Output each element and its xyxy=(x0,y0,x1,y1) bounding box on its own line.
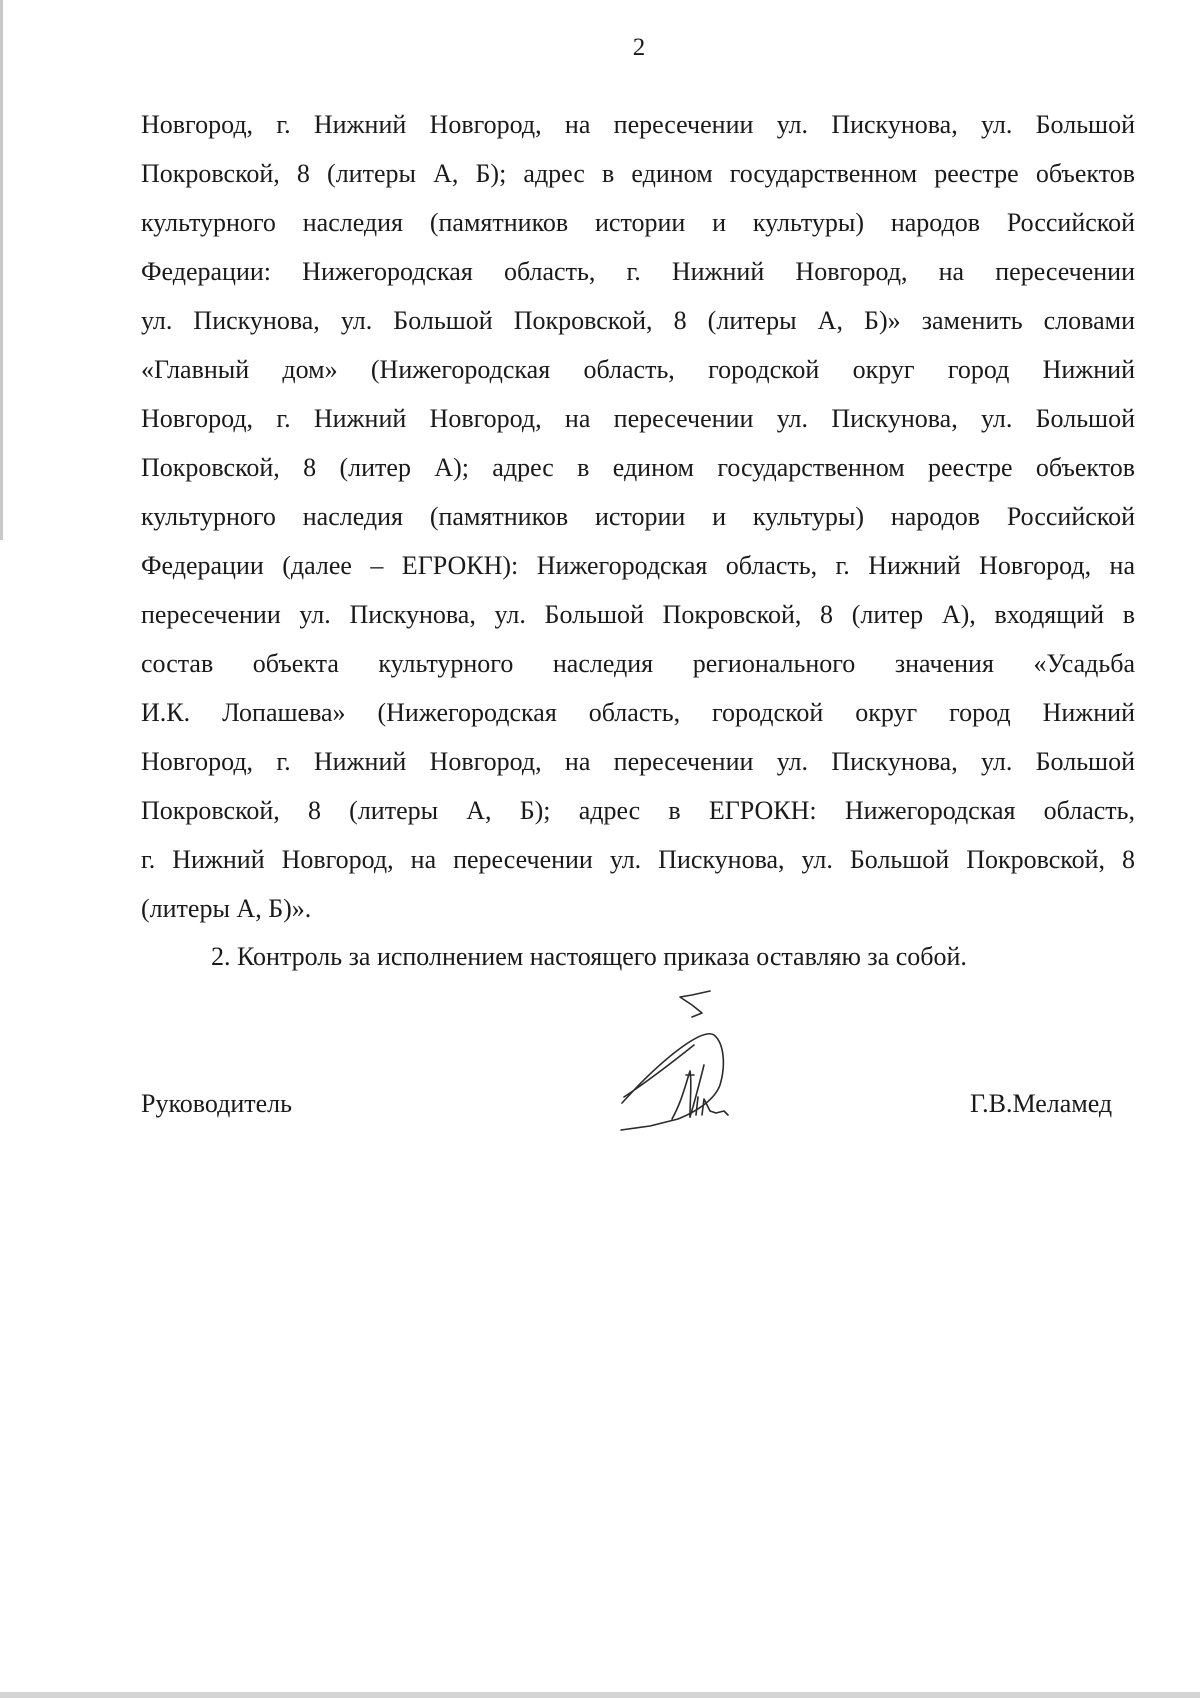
paragraph-line: И.К. Лопашева» (Нижегородская область, городской округ город Нижний xyxy=(141,698,1135,727)
paragraph-line: культурного наследия (памятников истории и культуры) народов Российской xyxy=(141,208,1135,237)
paragraph-line: Покровской, 8 (литеры А, Б); адрес в ЕГРОКН: Нижегородская область, xyxy=(141,796,1135,825)
paragraph-line: культурного наследия (памятников истории и культуры) народов Российской xyxy=(141,502,1135,531)
page-number: 2 xyxy=(632,34,646,61)
paragraph-line: Новгород, г. Нижний Новгород, на пересечении ул. Пискунова, ул. Большой xyxy=(141,110,1135,139)
paragraph-line: Федерации: Нижегородская область, г. Нижний Новгород, на пересечении xyxy=(141,257,1135,286)
paragraph-line: «Главный дом» (Нижегородская область, городской округ город Нижний xyxy=(141,355,1135,384)
paragraph-line: пересечении ул. Пискунова, ул. Большой Покровской, 8 (литер А), входящий в xyxy=(141,600,1135,629)
paragraph-line: г. Нижний Новгород, на пересечении ул. Пискунова, ул. Большой Покровской, 8 xyxy=(141,845,1135,874)
paragraph-line: Покровской, 8 (литеры А, Б); адрес в едином государственном реестре объектов xyxy=(141,159,1135,188)
handwritten-signature xyxy=(620,985,770,1135)
paragraph-line: Новгород, г. Нижний Новгород, на пересечении ул. Пискунова, ул. Большой xyxy=(141,747,1135,776)
paragraph-line: Покровской, 8 (литер А); адрес в едином государственном реестре объектов xyxy=(141,453,1135,482)
paragraph-1 xyxy=(141,100,1135,933)
paragraph-line: ул. Пискунова, ул. Большой Покровской, 8 (литеры А, Б)» заменить словами xyxy=(141,306,1135,335)
scan-edge-left xyxy=(0,0,3,540)
paragraph-line: Новгород, г. Нижний Новгород, на пересечении ул. Пискунова, ул. Большой xyxy=(141,404,1135,433)
scan-edge-bottom xyxy=(0,1692,1200,1698)
paragraph-line: состав объекта культурного наследия регионального значения «Усадьба xyxy=(141,649,1135,678)
paragraph-line: Федерации (далее – ЕГРОКН): Нижегородская область, г. Нижний Новгород, на xyxy=(141,551,1135,580)
paragraph-line: (литеры А, Б)». xyxy=(141,894,312,923)
paragraph-2: 2. Контроль за исполнением настоящего приказа оставляю за собой. xyxy=(211,942,967,971)
signatory-title: Руководитель xyxy=(141,1089,292,1118)
signatory-name: Г.В.Меламед xyxy=(970,1089,1113,1118)
